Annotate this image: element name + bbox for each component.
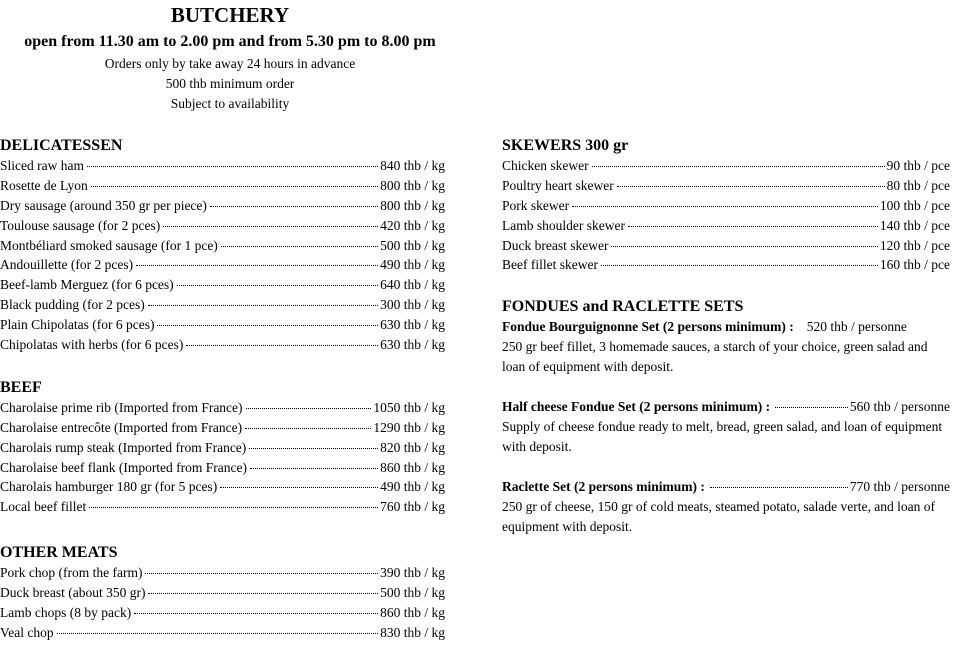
- set-title: Raclette Set (2 persons minimum) :: [502, 479, 705, 495]
- dot-leader: [87, 166, 378, 167]
- item-name: Beef-lamb Merguez (for 6 pces): [0, 277, 174, 293]
- dot-leader: [136, 265, 378, 266]
- dot-leader: [246, 408, 372, 409]
- item-name: Veal chop: [0, 624, 54, 640]
- item-price: 640 thb / kg: [380, 277, 445, 293]
- raclette-set: [502, 477, 950, 537]
- page-title: BUTCHERY: [170, 3, 290, 27]
- item-price: 1050 thb / kg: [373, 399, 445, 415]
- order-info-minimum: 500 thb minimum order: [165, 76, 295, 91]
- menu-item: [0, 418, 445, 438]
- menu-item: [0, 335, 445, 355]
- item-name: Charolaise prime rib (Imported from France): [0, 399, 243, 415]
- dot-leader: [145, 573, 378, 574]
- left-column: [0, 136, 445, 643]
- item-price: 840 thb / kg: [380, 158, 445, 173]
- delicatessen-list: [0, 156, 445, 355]
- dot-leader: [245, 428, 371, 429]
- dot-leader: [157, 325, 378, 326]
- dot-leader: [601, 265, 878, 266]
- right-column: [502, 136, 950, 537]
- menu-item: [0, 236, 445, 256]
- item-price: 490 thb / kg: [380, 479, 445, 495]
- menu-item: [0, 477, 445, 497]
- item-name: Charolaise beef flank (Imported from France): [0, 459, 248, 475]
- dot-leader: [177, 285, 378, 286]
- dot-leader: [186, 345, 378, 346]
- item-name: Lamb shoulder skewer: [502, 217, 625, 233]
- set-price: 770 thb / personne: [849, 479, 950, 495]
- item-name: Toulouse sausage (for 2 pces): [0, 217, 161, 233]
- item-price: 630 thb / kg: [380, 317, 445, 333]
- dot-leader: [221, 246, 378, 247]
- item-price: 160 thb / pce: [879, 257, 950, 273]
- item-price: 120 thb / pce: [879, 237, 950, 253]
- item-price: 630 thb / kg: [380, 337, 445, 353]
- item-price: 860 thb / kg: [380, 459, 445, 475]
- section-title-delicatessen: DELICATESSEN: [0, 137, 123, 154]
- menu-item: [502, 176, 950, 196]
- item-name: Montbéliard smoked sausage (for 1 pce): [0, 237, 218, 253]
- menu-item: [0, 216, 445, 236]
- set-description: 250 gr of cheese, 150 gr of cold meats, steamed potato, salade verte, and loan of equipment with deposit.: [502, 499, 935, 535]
- menu-item: [0, 295, 445, 315]
- item-name: Charolais hamburger 180 gr (for 5 pces): [0, 479, 218, 495]
- item-name: Beef fillet skewer: [502, 257, 598, 273]
- menu-item: [0, 438, 445, 458]
- section-title-other-meats: OTHER MEATS: [0, 544, 118, 562]
- order-info-availability: Subject to availability: [170, 96, 290, 111]
- beef-list: [0, 398, 445, 517]
- dot-leader: [249, 448, 378, 449]
- item-name: Dry sausage (around 350 gr per piece): [0, 197, 207, 213]
- item-price: 500 thb / kg: [380, 585, 445, 601]
- item-price: 500 thb / kg: [380, 237, 445, 253]
- item-name: Rosette de Lyon: [0, 177, 88, 193]
- menu-item: [0, 176, 445, 196]
- menu-item: [0, 583, 445, 603]
- item-name: Pork chop (from the farm): [0, 565, 143, 581]
- set-description: 250 gr beef fillet, 3 homemade sauces, a starch of your choice, green salad and loan of equipment with deposit.: [502, 339, 928, 375]
- menu-item: [0, 275, 445, 295]
- item-price: 100 thb / pce: [879, 197, 950, 213]
- item-price: 800 thb / kg: [380, 177, 445, 193]
- menu-item: [502, 236, 950, 256]
- item-price: 760 thb / kg: [380, 499, 445, 515]
- dot-leader: [210, 206, 378, 207]
- item-price: 300 thb / kg: [380, 297, 445, 313]
- dot-leader: [592, 166, 885, 167]
- menu-item: [502, 255, 950, 275]
- menu-item: [0, 398, 445, 418]
- item-name: Chicken skewer: [502, 158, 589, 173]
- opening-hours: open from 11.30 am to 2.00 pm and from 5.30 pm to 8.00 pm: [24, 33, 436, 50]
- item-name: Charolaise entrecôte (Imported from France): [0, 419, 243, 435]
- half-cheese-fondue-set: [502, 397, 950, 457]
- set-title: Fondue Bourguignonne Set (2 persons minimum) :: [502, 319, 794, 335]
- dot-leader: [134, 613, 378, 614]
- menu-item: [0, 623, 445, 643]
- set-description: Supply of cheese fondue ready to melt, bread, green salad, and loan of equipment with deposit.: [502, 419, 943, 455]
- item-name: Charolais rump steak (Imported from France): [0, 439, 247, 455]
- item-name: Chipolatas with herbs (for 6 pces): [0, 337, 184, 353]
- fondue-bourguignonne-set: [502, 317, 950, 377]
- item-price: 830 thb / kg: [380, 624, 445, 640]
- set-title: Half cheese Fondue Set (2 persons minimum) :: [502, 399, 771, 415]
- item-price: 1290 thb / kg: [373, 419, 445, 435]
- skewers-list: [502, 156, 950, 275]
- order-info-takeaway: Orders only by take away 24 hours in advance: [104, 56, 356, 71]
- item-name: Andouillette (for 2 pces): [0, 257, 134, 273]
- item-price: 490 thb / kg: [380, 257, 445, 273]
- menu-item: [0, 603, 445, 623]
- menu-item: [0, 458, 445, 478]
- item-name: Duck breast (about 350 gr): [0, 585, 146, 601]
- item-name: Duck breast skewer: [502, 237, 609, 253]
- item-name: Local beef fillet: [0, 499, 87, 515]
- dot-leader: [91, 186, 378, 187]
- item-name: Plain Chipolatas (for 6 pces): [0, 317, 155, 333]
- menu-item: [0, 156, 445, 176]
- section-title-beef: BEEF: [0, 378, 42, 396]
- menu-item: [502, 196, 950, 216]
- dot-leader: [250, 468, 378, 469]
- item-name: Lamb chops (8 by pack): [0, 605, 132, 621]
- dot-leader: [572, 206, 878, 207]
- dot-leader: [148, 593, 378, 594]
- dot-leader: [617, 186, 885, 187]
- dot-leader: [611, 246, 877, 247]
- item-name: Black pudding (for 2 pces): [0, 297, 145, 313]
- set-price: 520 thb / personne: [806, 319, 907, 335]
- menu-item: [0, 497, 445, 517]
- item-price: 420 thb / kg: [380, 217, 445, 233]
- section-title-skewers: SKEWERS 300 gr: [502, 137, 629, 154]
- other-meats-list: [0, 563, 445, 643]
- item-name: Pork skewer: [502, 197, 570, 213]
- dot-leader: [148, 305, 378, 306]
- dot-leader: [89, 507, 378, 508]
- dot-leader: [220, 487, 378, 488]
- dot-leader: [57, 633, 379, 634]
- menu-item: [0, 315, 445, 335]
- item-price: 140 thb / pce: [879, 217, 950, 233]
- menu-item: [0, 563, 445, 583]
- menu-item: [502, 156, 950, 176]
- item-price: 390 thb / kg: [380, 565, 445, 581]
- page-header: [0, 0, 460, 114]
- menu-item: [502, 216, 950, 236]
- item-price: 820 thb / kg: [380, 439, 445, 455]
- dot-leader: [163, 226, 378, 227]
- item-price: 80 thb / pce: [886, 177, 950, 193]
- menu-item: [0, 255, 445, 275]
- menu-item: [0, 196, 445, 216]
- item-price: 90 thb / pce: [886, 158, 950, 173]
- item-name: Sliced raw ham: [0, 158, 84, 173]
- item-name: Poultry heart skewer: [502, 177, 614, 193]
- dot-leader: [628, 226, 878, 227]
- set-price: 560 thb / personne: [849, 399, 950, 415]
- section-title-fondues: FONDUES and RACLETTE SETS: [502, 298, 744, 316]
- item-price: 860 thb / kg: [380, 605, 445, 621]
- item-price: 800 thb / kg: [380, 197, 445, 213]
